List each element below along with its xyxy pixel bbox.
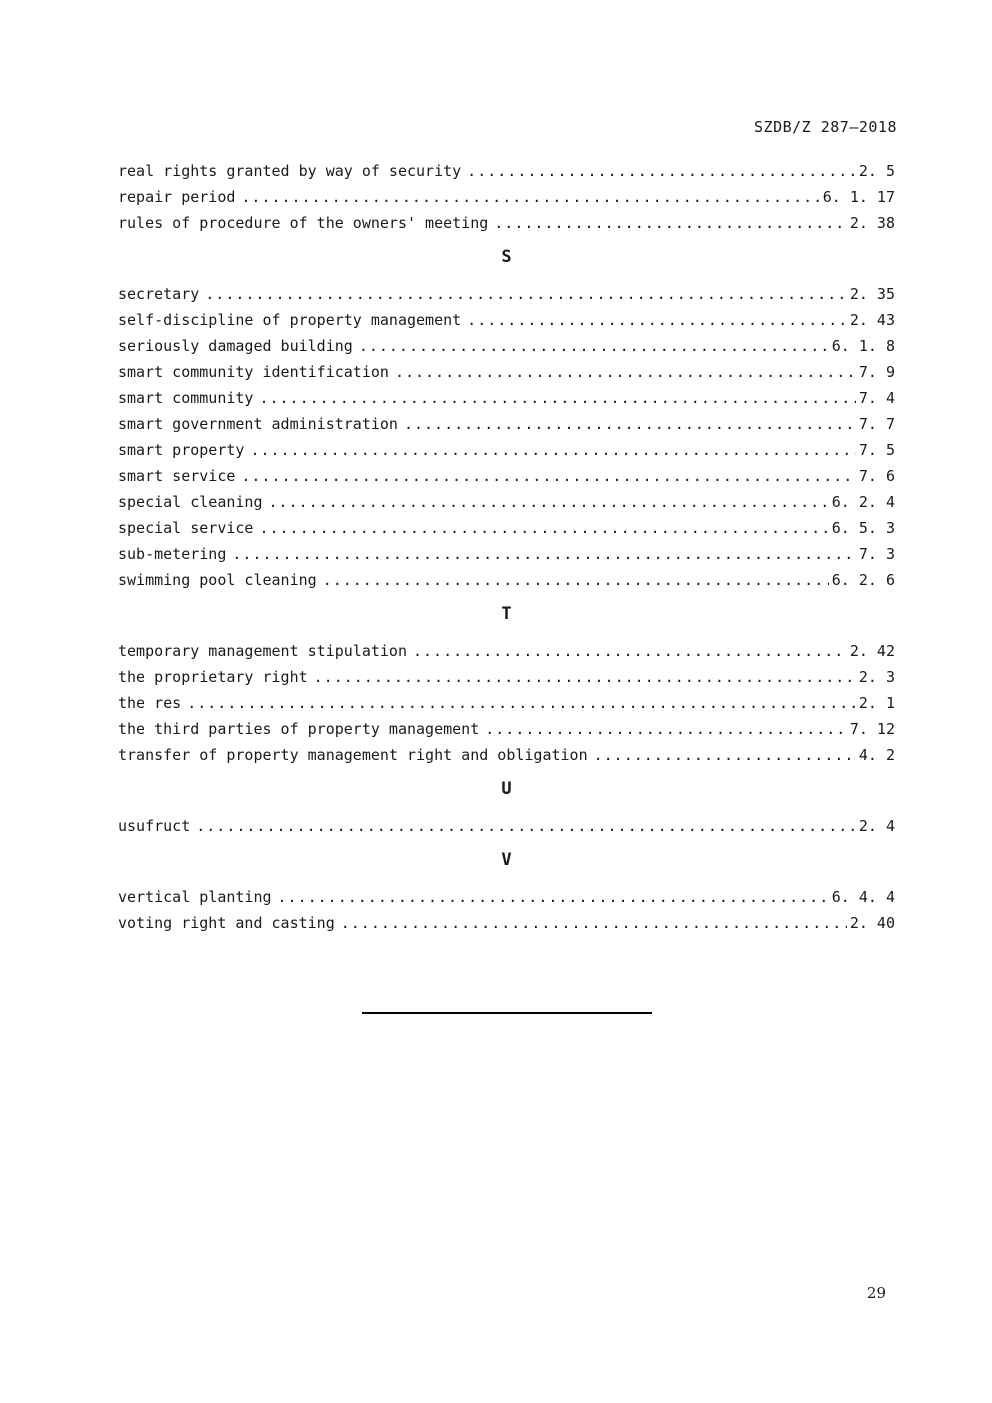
entry-term: self-discipline of property management	[118, 311, 462, 329]
section-letter: U	[501, 779, 512, 799]
entry-ref: 6. 4. 4	[831, 888, 895, 906]
dot-leader	[259, 385, 855, 411]
index-entry	[118, 359, 895, 385]
entry-term: smart community identification	[118, 363, 389, 381]
entry-ref: 7. 6	[858, 467, 895, 485]
entry-term: smart service	[118, 467, 236, 485]
index-entry	[118, 385, 895, 411]
entry-term: swimming pool cleaning	[118, 571, 317, 589]
entry-term: the res	[118, 694, 182, 712]
index-list	[118, 158, 895, 1014]
section-letter: V	[501, 850, 512, 870]
entry-ref: 7. 9	[858, 363, 895, 381]
index-entry	[118, 567, 895, 593]
dot-leader	[494, 210, 847, 236]
index-entry	[118, 716, 895, 742]
entry-ref: 4. 2	[858, 746, 895, 764]
entry-ref: 7. 5	[858, 441, 895, 459]
index-entry	[118, 664, 895, 690]
dot-leader	[187, 690, 856, 716]
dot-leader	[250, 437, 855, 463]
index-entry	[118, 307, 895, 333]
entry-ref: 6. 2. 6	[831, 571, 895, 589]
index-entry	[118, 333, 895, 359]
entry-ref: 2. 43	[849, 311, 895, 329]
dot-leader	[359, 333, 829, 359]
dot-leader	[404, 411, 856, 437]
entry-ref: 2. 35	[849, 285, 895, 303]
index-entry	[118, 813, 895, 839]
entry-term: seriously damaged building	[118, 337, 353, 355]
entry-term: real rights granted by way of security	[118, 162, 462, 180]
index-entry	[118, 884, 895, 910]
entry-term: rules of procedure of the owners' meeting	[118, 214, 489, 232]
entry-ref: 6. 1. 8	[831, 337, 895, 355]
index-entry	[118, 489, 895, 515]
dot-leader	[269, 489, 829, 515]
page-number: 29	[866, 1284, 886, 1302]
entry-ref: 2. 4	[858, 817, 895, 835]
dot-leader	[485, 716, 847, 742]
index-entry	[118, 437, 895, 463]
entry-term: special service	[118, 519, 254, 537]
dot-leader	[241, 184, 819, 210]
entry-term: temporary management stipulation	[118, 642, 407, 660]
entry-term: special cleaning	[118, 493, 263, 511]
entry-ref: 7. 7	[858, 415, 895, 433]
index-entry	[118, 184, 895, 210]
dot-leader	[205, 281, 847, 307]
entry-ref: 2. 38	[849, 214, 895, 232]
entry-ref: 2. 40	[849, 914, 895, 932]
entry-ref: 7. 3	[858, 545, 895, 563]
entry-ref: 2. 1	[858, 694, 895, 712]
dot-leader	[241, 463, 855, 489]
entry-ref: 2. 42	[849, 642, 895, 660]
entry-term: sub-metering	[118, 545, 227, 563]
index-entry	[118, 541, 895, 567]
dot-leader	[594, 742, 856, 768]
index-entry	[118, 210, 895, 236]
entry-ref: 6. 2. 4	[831, 493, 895, 511]
entry-term: repair period	[118, 188, 236, 206]
dot-leader	[395, 359, 856, 385]
entry-ref: 7. 12	[849, 720, 895, 738]
entry-term: secretary	[118, 285, 200, 303]
index-entry	[118, 910, 895, 936]
dot-leader	[467, 307, 847, 333]
dot-leader	[467, 158, 856, 184]
entry-ref: 7. 4	[858, 389, 895, 407]
dot-leader	[259, 515, 828, 541]
document-code: SZDB/Z 287—2018	[754, 118, 897, 136]
entry-ref: 2. 3	[858, 668, 895, 686]
index-entry	[118, 515, 895, 541]
dot-leader	[341, 910, 847, 936]
dot-leader	[196, 813, 856, 839]
entry-term: transfer of property management right and obligation	[118, 746, 588, 764]
index-entry	[118, 158, 895, 184]
index-entry	[118, 411, 895, 437]
dot-leader	[278, 884, 829, 910]
entry-ref: 2. 5	[858, 162, 895, 180]
end-of-document-rule	[362, 1012, 652, 1014]
entry-term: smart government administration	[118, 415, 398, 433]
index-entry	[118, 281, 895, 307]
dot-leader	[323, 567, 829, 593]
dot-leader	[413, 638, 847, 664]
index-entry	[118, 690, 895, 716]
entry-term: usufruct	[118, 817, 191, 835]
entry-term: smart property	[118, 441, 245, 459]
entry-ref: 6. 5. 3	[831, 519, 895, 537]
dot-leader	[314, 664, 856, 690]
section-letter: T	[501, 604, 512, 624]
dot-leader	[232, 541, 856, 567]
index-entry	[118, 638, 895, 664]
entry-term: the third parties of property management	[118, 720, 480, 738]
index-entry	[118, 742, 895, 768]
entry-term: voting right and casting	[118, 914, 335, 932]
entry-term: smart community	[118, 389, 254, 407]
section-letter: S	[501, 247, 512, 267]
index-entry	[118, 463, 895, 489]
entry-ref: 6. 1. 17	[822, 188, 895, 206]
entry-term: the proprietary right	[118, 668, 308, 686]
entry-term: vertical planting	[118, 888, 272, 906]
